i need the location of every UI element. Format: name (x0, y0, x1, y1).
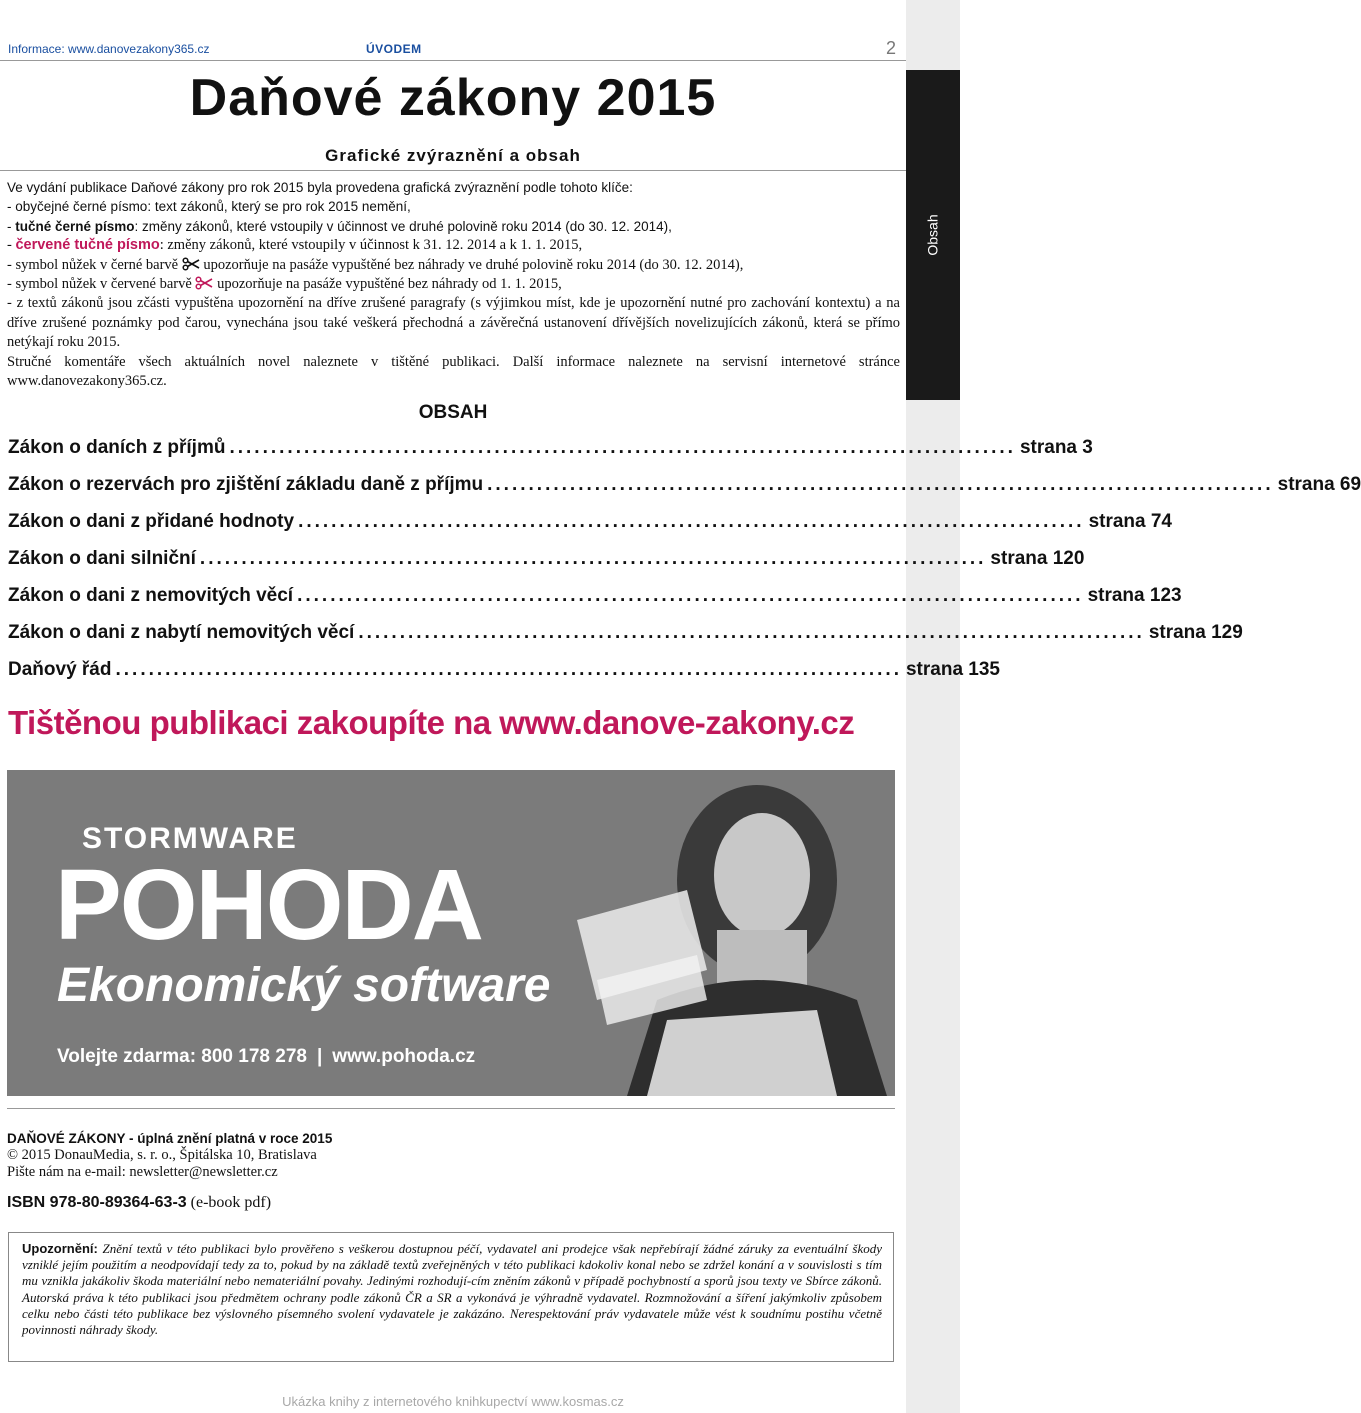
woman-with-laptop-illustration (567, 770, 887, 1096)
intro-line: - tučné černé písmo: změny zákonů, které vstoupily v účinnost ve druhé polovině roku 2014 (do 30. 12. 2014), (7, 218, 672, 234)
page-header (0, 38, 906, 60)
imprint-divider (7, 1108, 895, 1109)
chapter-title: ÚVODEM (366, 42, 422, 56)
imprint (7, 1130, 332, 1181)
scissors-red-icon (195, 276, 213, 290)
toc-item[interactable]: Zákon o dani silniční ............................................................................................... strana 120 (8, 548, 1085, 569)
ad-phone: Volejte zdarma: 800 178 278 (57, 1046, 307, 1067)
toc-item[interactable]: Zákon o rezervách pro zjištění základu daně z příjmu ............................................................................................... strana 69 (8, 474, 1361, 495)
intro-text (7, 178, 900, 391)
table-of-contents (8, 437, 1361, 696)
subtitle-divider (0, 170, 906, 171)
promo-link[interactable]: Tištěnou publikaci zakoupíte na www.danove-zakony.cz (8, 704, 855, 741)
red-text-sample: červené tučné písmo (15, 237, 160, 254)
ad-separator: | (316, 1046, 323, 1067)
imprint-email: Pište nám na e-mail: newsletter@newsletter.cz (7, 1164, 278, 1180)
imprint-title: DAŇOVÉ ZÁKONY - úplná znění platná v roce 2015 (7, 1131, 333, 1146)
isbn-format: (e-book pdf) (190, 1194, 272, 1211)
intro-line: Ve vydání publikace Daňové zákony pro rok 2015 byla provedena grafická zvýraznění podle tohoto klíče: (7, 180, 633, 195)
imprint-copyright: © 2015 DonauMedia, s. r. o., Špitálska 10, Bratislava (7, 1147, 317, 1163)
toc-heading: OBSAH (418, 402, 488, 423)
bold-text-sample: tučné černé písmo (15, 218, 135, 234)
scissors-black-icon (182, 257, 200, 271)
intro-paragraph: - z textů zákonů jsou zčásti vypuštěna upozornění na dříve zrušené paragrafy (s výjimkou míst, kde je upozornění nutné pro zachování kontextu) a na dříve zrušené poznámky pod čarou, vynechána jsou také veškerá přechodná a závěrečná ustanovení dřívějších novelizujících zákonů, která se přímo netýkají roku 2015. (7, 295, 900, 351)
intro-line: - symbol nůžek v černé barvě upozorňuje na pasáže vypuštěné bez náhrady ve druhé polovině roku 2014 (do 30. 12. 2014), (7, 256, 744, 273)
intro-line: - symbol nůžek v červené barvě upozorňuje na pasáže vypuštěné bez náhrady od 1. 1. 2015, (7, 276, 562, 293)
ad-brand-main: POHODA (55, 849, 482, 961)
toc-item[interactable]: Zákon o dani z nemovitých věcí ............................................................................................... strana 123 (8, 585, 1182, 606)
disclaimer-label: Upozornění: (22, 1241, 98, 1256)
ad-tagline: Ekonomický software (57, 959, 551, 1012)
toc-item[interactable]: Zákon o daních z příjmů ............................................................................................... strana 3 (8, 437, 1093, 458)
disclaimer-text: Upozornění: Znění textů v této publikaci bylo prověřeno s veškerou dostupnou péčí, vydavatel ani prodejce však nepřebírají žádné záruky za eventuální škody vzniklé jejím použitím a neodpovídají tedy za to, pokud by na základě textů zveřejněných v této publikaci kdokoliv konal nebo se zdržel konání a v souvislosti s tím mu vznikla jakákoliv škoda materiální nebo nemateriální povahy. Jedinými rozhodují-cím zněním zákonů v případě pochybností a sporů jsou texty ve Sbírce zákonů. Autorská práva k této publikaci jsou předmětem ochrany podle zákonů ČR a SR a vykonává je výhradně vydavatel. Rozmnožování a šíření jakýmkoliv způsobem celku nebo části této publikace bez výslovného písemného svolení vydavatele je zakázáno. Nerespektování práv vydavatele může vést k soudnímu postihu včetně povinnosti náhrady škody. (22, 1241, 883, 1338)
isbn (7, 1194, 271, 1212)
footer-note: Ukázka knihy z internetového knihkupectví www.kosmas.cz (282, 1394, 624, 1409)
header-divider (0, 60, 906, 61)
side-tab-obsah[interactable] (906, 70, 960, 400)
page-subtitle: Grafické zvýraznění a obsah (325, 146, 581, 165)
page-title: Daňové zákony 2015 (189, 69, 717, 127)
pohoda-ad-banner[interactable] (7, 770, 895, 1096)
page-number: 2 (885, 38, 896, 58)
info-link[interactable]: Informace: www.danovezakony365.cz (8, 42, 210, 56)
toc-item[interactable]: Zákon o dani z nabytí nemovitých věcí ............................................................................................... strana 129 (8, 622, 1243, 643)
toc-item[interactable]: Daňový řád ............................................................................................... strana 135 (8, 659, 1000, 680)
side-tab-label: Obsah (925, 214, 941, 256)
intro-paragraph: Stručné komentáře všech aktuálních novel naleznete v tištěné publikaci. Další informace naleznete na servisní internetové stránce www.danovezakony365.cz. (7, 353, 900, 390)
ad-brand-top: STORMWARE (82, 822, 298, 855)
ad-contact (57, 1046, 475, 1068)
isbn-number: ISBN 978-80-89364-63-3 (7, 1194, 187, 1211)
intro-line: - obyčejné černé písmo: text zákonů, který se pro rok 2015 nemění, (7, 199, 411, 215)
ad-website[interactable]: www.pohoda.cz (332, 1046, 476, 1067)
intro-line: - červené tučné písmo: změny zákonů, které vstoupily v účinnost k 31. 12. 2014 a k 1. 1. 2015, (7, 237, 583, 254)
toc-item[interactable]: Zákon o dani z přidané hodnoty ............................................................................................... strana 74 (8, 511, 1173, 532)
